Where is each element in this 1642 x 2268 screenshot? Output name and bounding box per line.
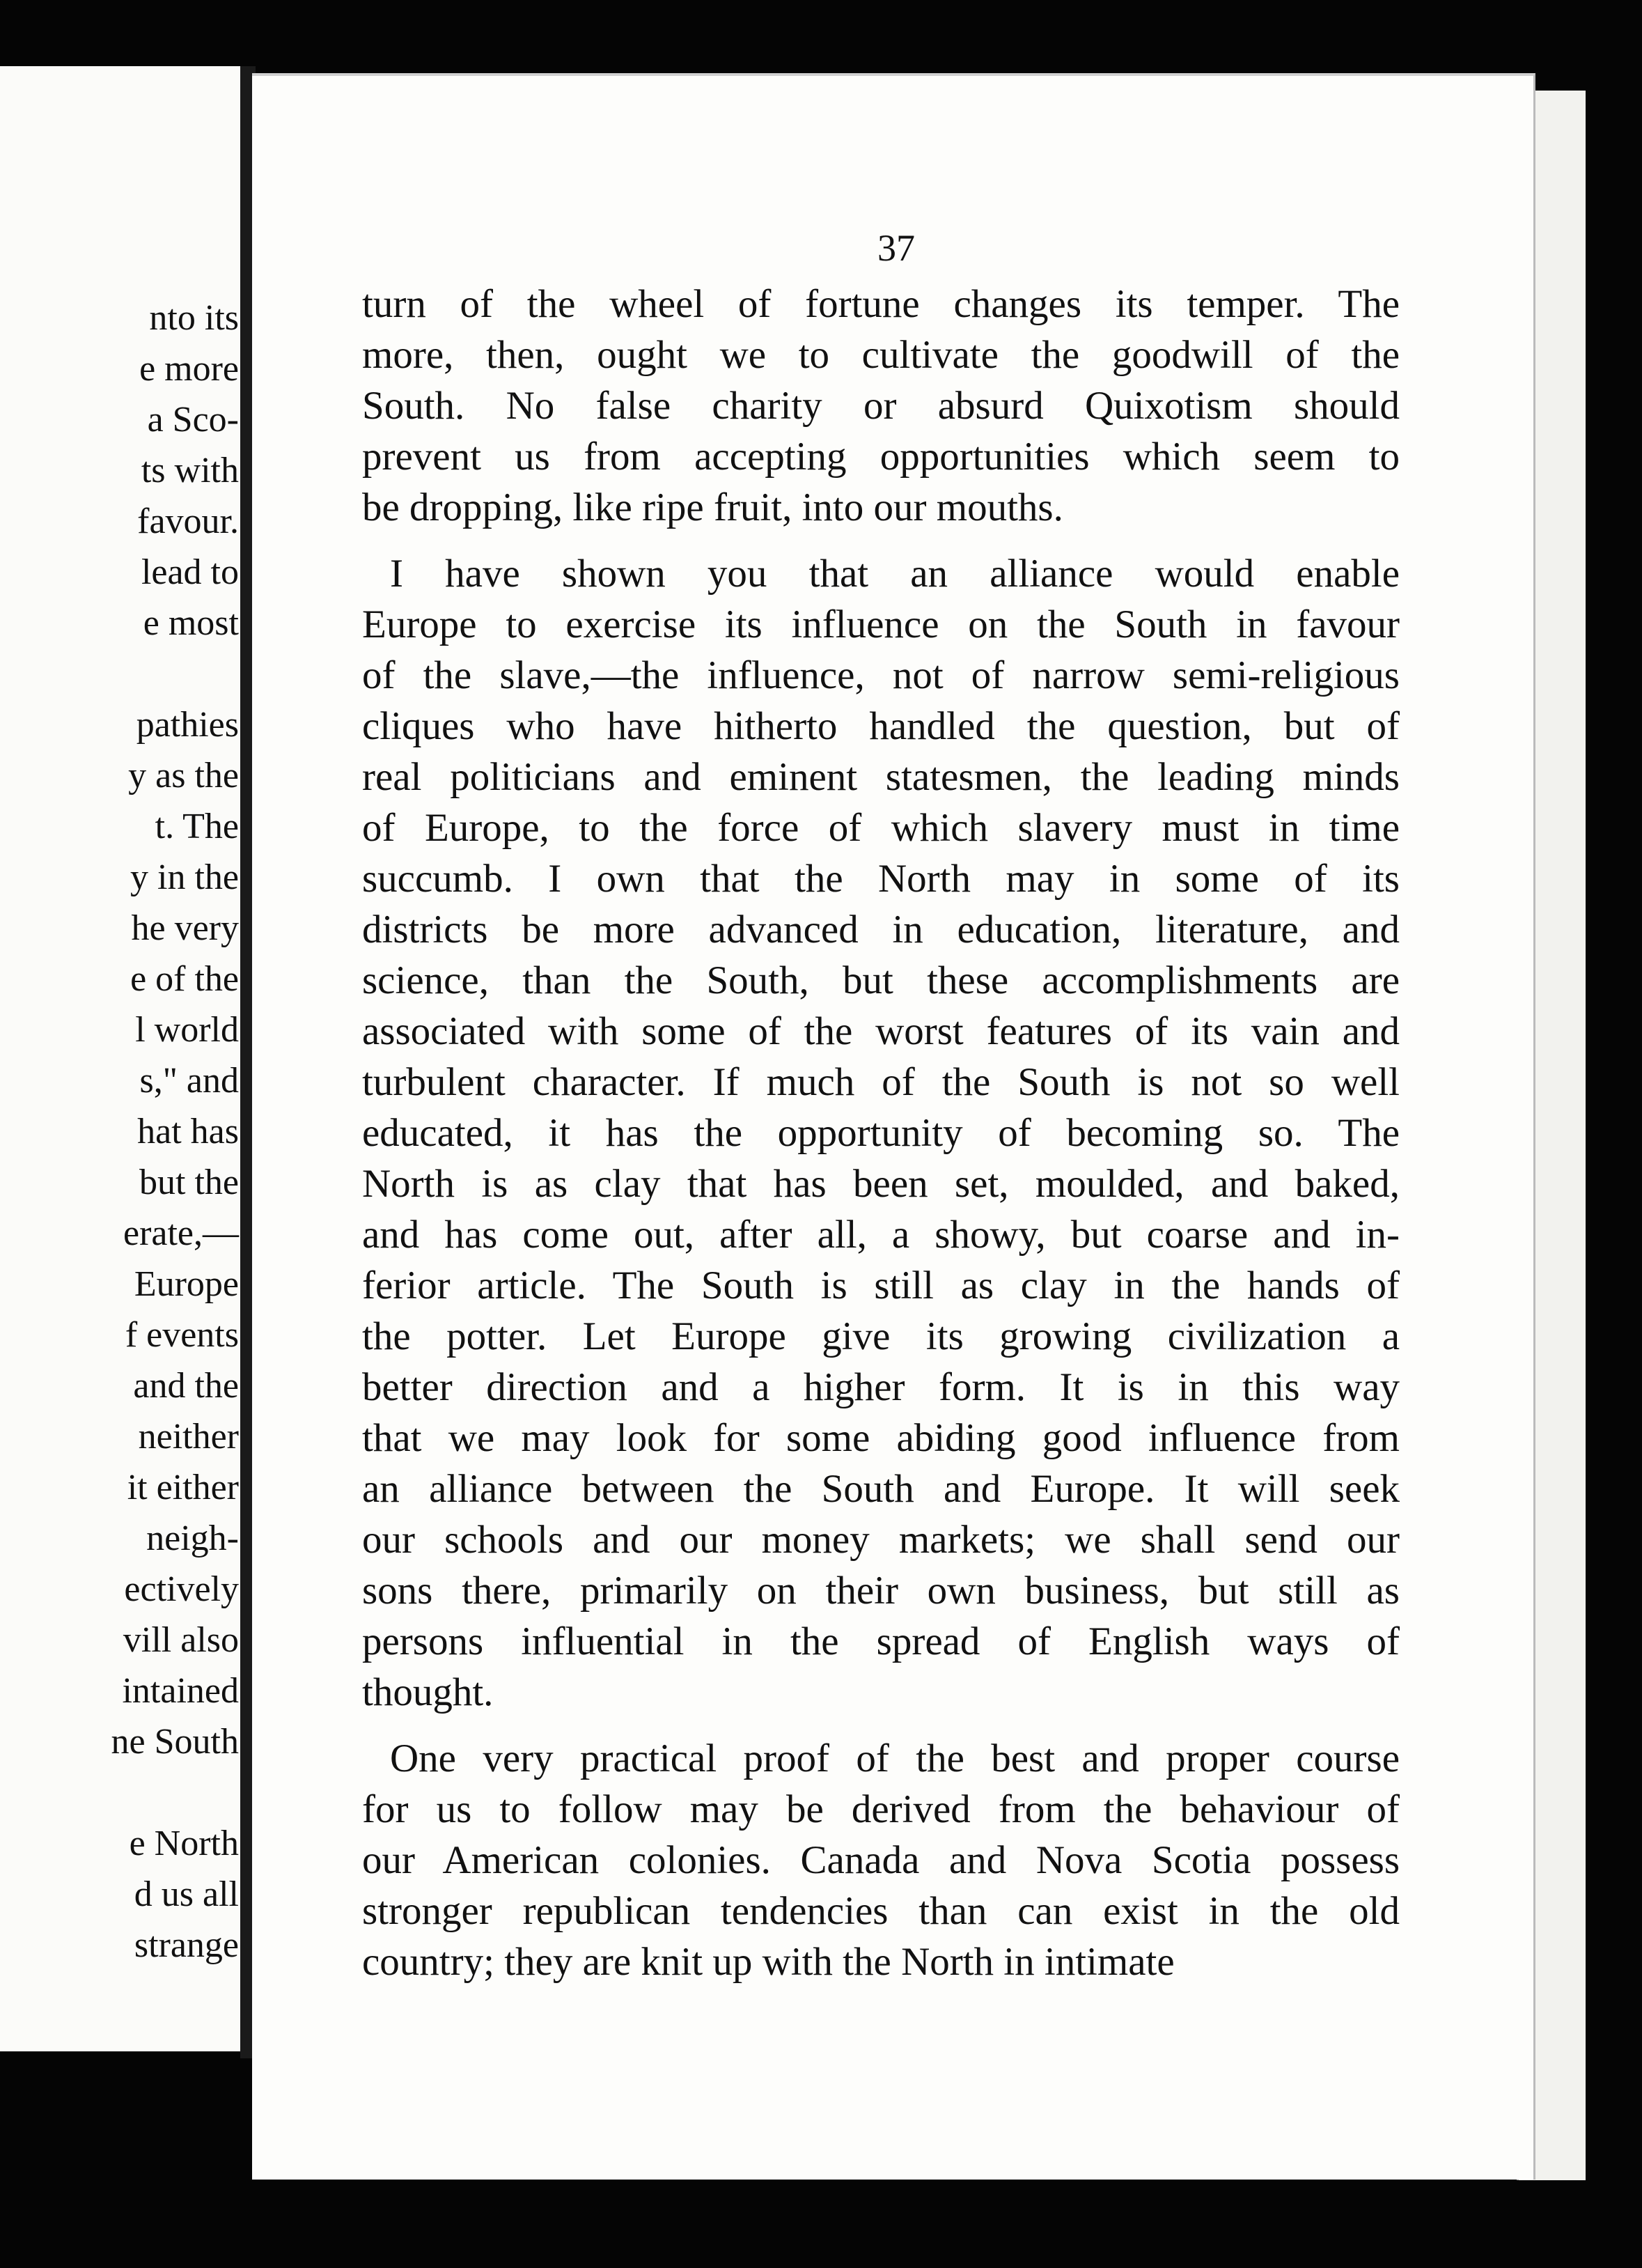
left-page-line: e of the	[130, 959, 239, 999]
left-page-line: ectively	[124, 1569, 239, 1609]
text-line: stronger republican tendencies than can exist in the old	[362, 1889, 1400, 1933]
left-page-line: d us all	[134, 1874, 239, 1914]
left-page-line: ne South	[111, 1722, 239, 1762]
page-body-text	[362, 279, 1400, 1987]
left-page-line: t. The	[155, 807, 239, 846]
text-line: turn of the wheel of fortune changes its temper. The	[362, 282, 1400, 326]
left-page-line	[0, 1767, 240, 1818]
left-page-line: a Sco-	[147, 400, 239, 440]
text-line: and has come out, after all, a showy, but coarse and in-	[362, 1213, 1400, 1257]
left-page-line: pathies	[136, 705, 239, 745]
left-page-line	[0, 648, 240, 699]
text-line: better direction and a higher form. It is in this way	[362, 1365, 1400, 1409]
left-page-line: favour.	[137, 502, 239, 541]
text-line: for us to follow may be derived from the behaviour of	[362, 1787, 1400, 1831]
left-page-line: Europe	[134, 1264, 239, 1304]
text-line: succumb. I own that the North may in some of its	[362, 857, 1400, 901]
left-page-line: strange	[134, 1925, 239, 1965]
left-page-line: hat has	[137, 1112, 239, 1151]
left-page-line: f events	[125, 1315, 239, 1355]
paragraph	[362, 548, 1400, 1718]
left-page-line: e most	[143, 603, 239, 643]
text-line: an alliance between the South and Europe. It will seek	[362, 1467, 1400, 1511]
text-line: science, than the South, but these accomplishments are	[362, 958, 1400, 1002]
text-line: more, then, ought we to cultivate the goodwill of the	[362, 333, 1400, 377]
text-line: of the slave,—the influence, not of narrow semi-religious	[362, 653, 1400, 697]
text-line: of Europe, to the force of which slavery must in time	[362, 806, 1400, 850]
left-page-text	[0, 293, 240, 1971]
left-page-line: e North	[129, 1824, 239, 1863]
text-line: districts be more advanced in education, literature, and	[362, 908, 1400, 952]
left-page-line: neigh-	[146, 1519, 239, 1558]
text-line: that we may look for some abiding good influence from	[362, 1416, 1400, 1460]
text-line: real politicians and eminent statesmen, the leading minds	[362, 755, 1400, 799]
left-page-line: vill also	[123, 1620, 239, 1660]
left-page-line: lead to	[141, 552, 239, 592]
text-line: associated with some of the worst features of its vain and	[362, 1009, 1400, 1053]
left-page-line: it either	[127, 1468, 239, 1507]
text-line: One very practical proof of the best and proper course	[390, 1737, 1400, 1780]
text-line: thought.	[362, 1670, 494, 1714]
text-line: Europe to exercise its influence on the South in favour	[362, 603, 1400, 646]
text-line: turbulent character. If much of the South is not so well	[362, 1060, 1400, 1104]
text-line: our schools and our money markets; we shall send our	[362, 1518, 1400, 1562]
text-line: be dropping, like ripe fruit, into our mouths.	[362, 486, 1063, 529]
text-line: sons there, primarily on their own business, but still as	[362, 1569, 1400, 1613]
text-line: country; they are knit up with the North in intimate	[362, 1940, 1175, 1984]
left-page-line: y as the	[128, 756, 239, 795]
text-line: educated, it has the opportunity of becoming so. The	[362, 1111, 1400, 1155]
text-line: South. No false charity or absurd Quixotism should	[362, 384, 1400, 428]
text-line: the potter. Let Europe give its growing civilization a	[362, 1314, 1400, 1358]
paragraph	[362, 279, 1400, 533]
left-page-line: he very	[131, 908, 239, 948]
left-page-line: nto its	[149, 298, 239, 338]
text-line: North is as clay that has been set, moulded, and baked,	[362, 1162, 1400, 1206]
left-page-line: intained	[122, 1671, 239, 1711]
left-page-line: l world	[135, 1010, 239, 1050]
text-line: ferior article. The South is still as clay in the hands of	[362, 1264, 1400, 1307]
text-line: I have shown you that an alliance would enable	[390, 552, 1400, 596]
left-page-line: and the	[133, 1366, 239, 1406]
left-page-line: e more	[139, 349, 239, 389]
text-line: persons influential in the spread of English ways of	[362, 1620, 1400, 1663]
left-page-line: but the	[139, 1163, 239, 1202]
left-page-line: erate,—	[123, 1213, 239, 1253]
paragraph	[362, 1733, 1400, 1987]
facing-left-page	[0, 66, 246, 2051]
left-page-line: ts with	[141, 451, 239, 490]
left-page-line: neither	[138, 1417, 239, 1457]
text-line: cliques who have hitherto handled the question, but of	[362, 704, 1400, 748]
text-line: prevent us from accepting opportunities which seem to	[362, 435, 1400, 479]
page-number: 37	[877, 227, 915, 269]
left-page-line: y in the	[130, 857, 239, 897]
text-line: our American colonies. Canada and Nova Scotia possess	[362, 1838, 1400, 1882]
left-page-line: s," and	[139, 1061, 239, 1101]
